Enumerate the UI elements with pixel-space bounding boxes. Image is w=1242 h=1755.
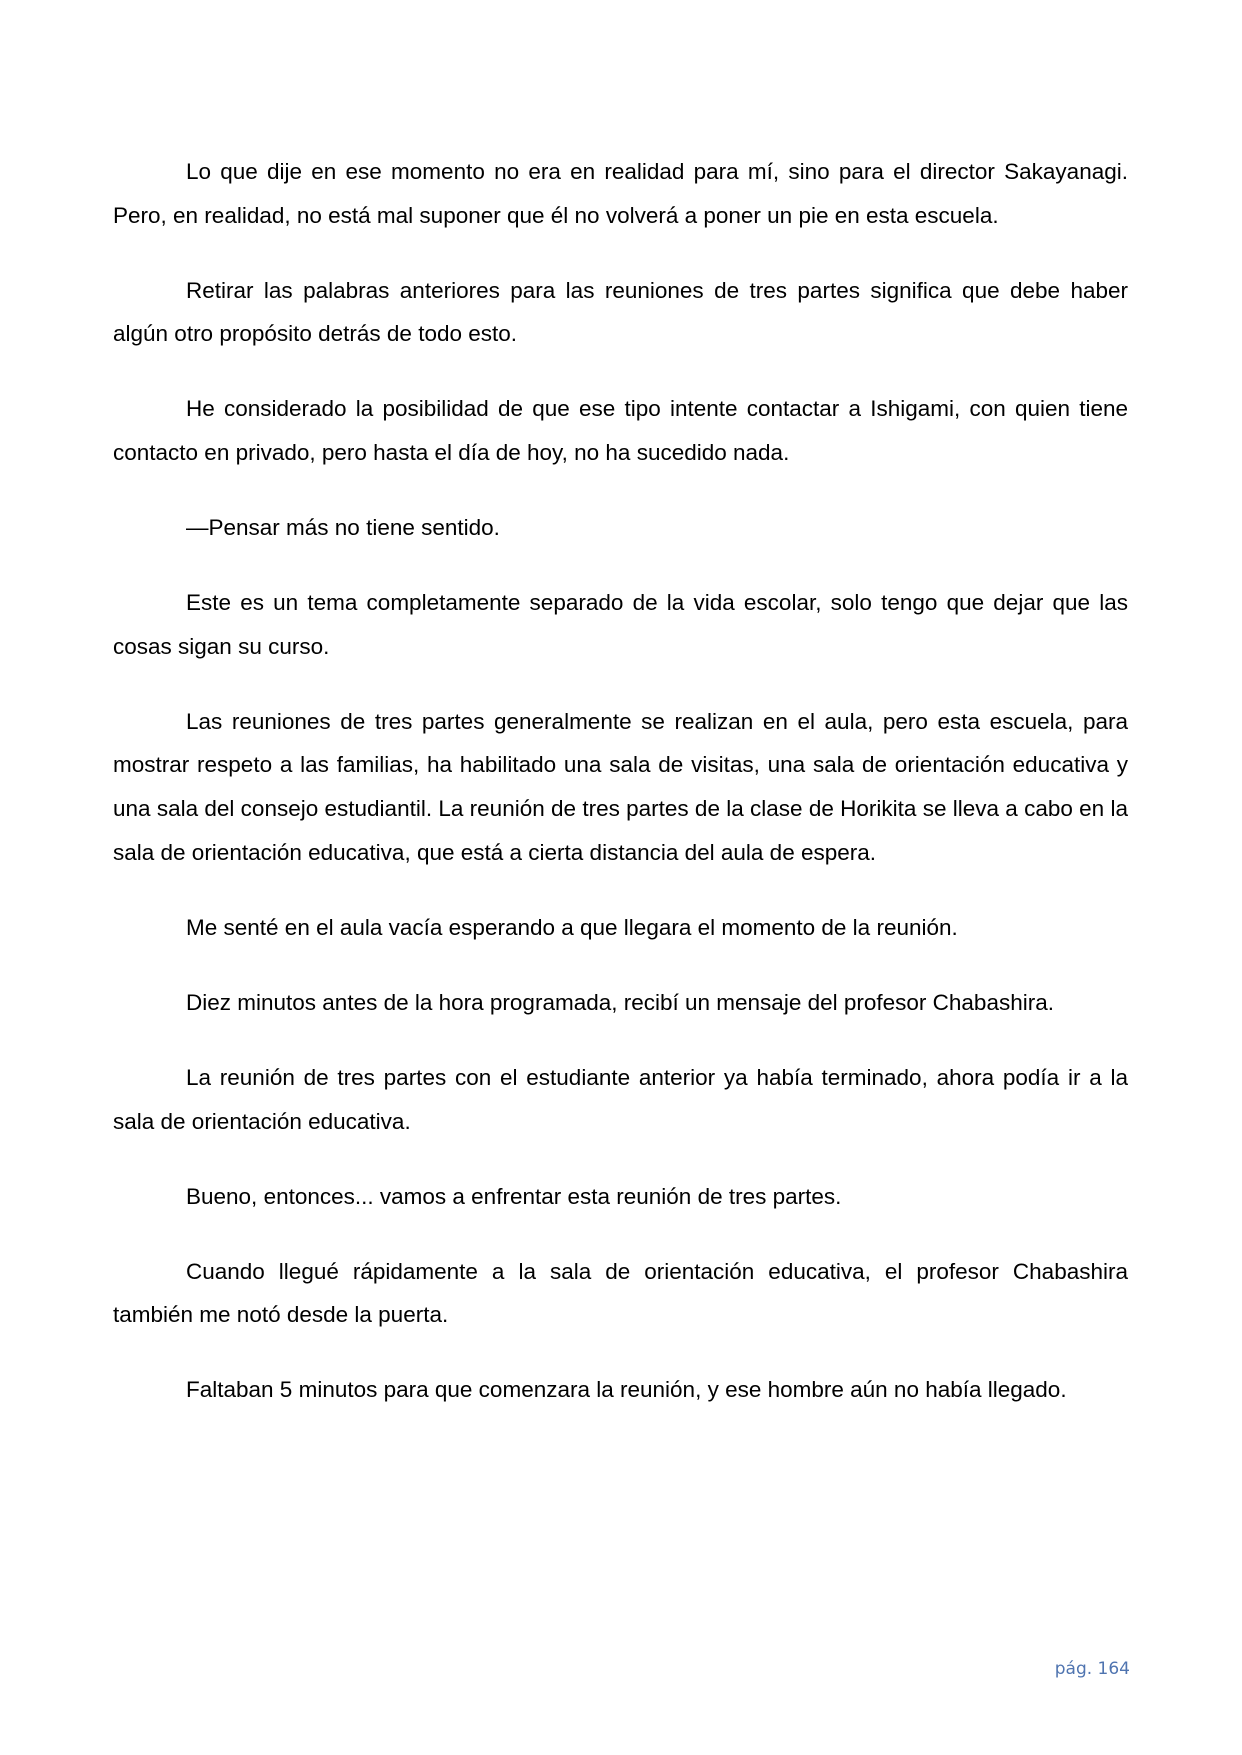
paragraph: La reunión de tres partes con el estudiante anterior ya había terminado, ahora podía ir a la sala de orientación educativa.	[113, 1064, 1128, 1134]
paragraph: Me senté en el aula vacía esperando a que llegara el momento de la reunión.	[186, 914, 958, 940]
paragraph: Bueno, entonces... vamos a enfrentar esta reunión de tres partes.	[186, 1183, 842, 1209]
body-text	[113, 150, 1128, 1443]
paragraph: —Pensar más no tiene sentido.	[186, 515, 500, 541]
paragraph: Este es un tema completamente separado de la vida escolar, solo tengo que dejar que las cosas sigan su curso.	[113, 590, 1128, 659]
paragraph: Lo que dije en ese momento no era en realidad para mí, sino para el director Sakayanagi. Pero, en realidad, no está mal suponer que él no volverá a poner un pie en esta escuela.	[113, 159, 1128, 228]
paragraph: Retirar las palabras anteriores para las reuniones de tres partes significa que debe haber algún otro propósito detrás de todo esto.	[113, 277, 1128, 347]
paragraph: Cuando llegué rápidamente a la sala de orientación educativa, el profesor Chabashira también me notó desde la puerta.	[113, 1258, 1128, 1328]
page-number: pág. 164	[1054, 1659, 1130, 1679]
paragraph: Diez minutos antes de la hora programada, recibí un mensaje del profesor Chabashira.	[186, 989, 1054, 1015]
paragraph: He considerado la posibilidad de que ese tipo intente contactar a Ishigami, con quien tiene contacto en privado, pero hasta el día de hoy, no ha sucedido nada.	[113, 396, 1128, 465]
paragraph: Faltaban 5 minutos para que comenzara la reunión, y ese hombre aún no había llegado.	[186, 1377, 1067, 1403]
paragraph: Las reuniones de tres partes generalmente se realizan en el aula, pero esta escuela, para mostrar respeto a las familias, ha habilitado una sala de visitas, una sala de orientación educativa y una sala del consejo estudiantil. La reunión de tres partes de la clase de Horikita se lleva a cabo en la sala de orientación educativa, que está a cierta distancia del aula de espera.	[113, 708, 1128, 865]
